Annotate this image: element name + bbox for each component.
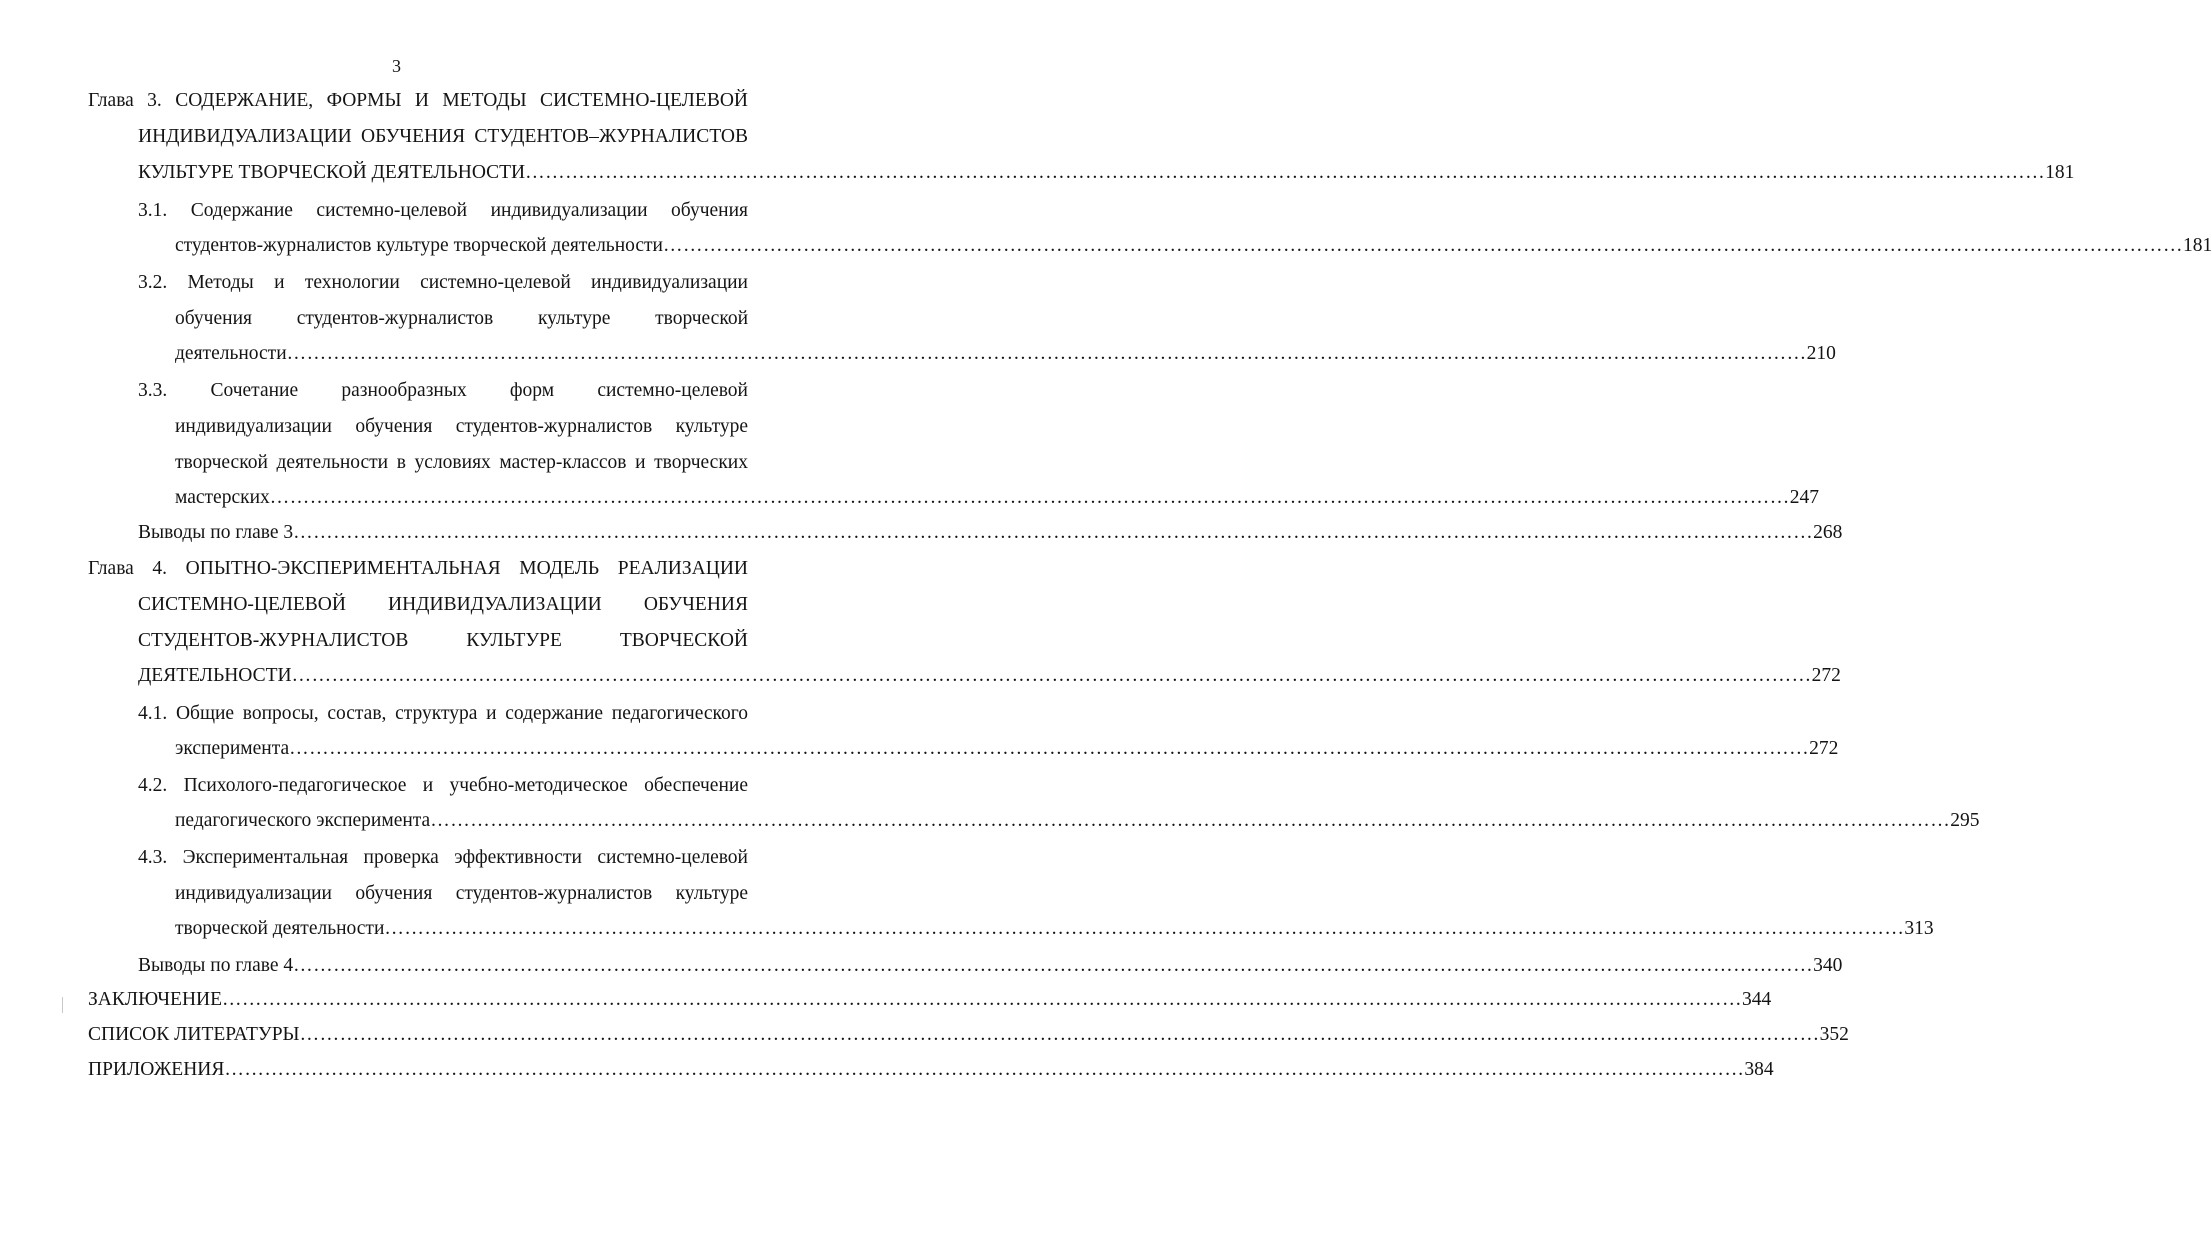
section-4-1-line-1: 4.1. Общие вопросы, состав, структура и содержание педагогического	[138, 703, 748, 724]
page-ref: 384	[1744, 1059, 1774, 1080]
dot-leader: …………………………………………………………………………………………………………………………………………………………………………………………………………	[293, 522, 1814, 543]
dot-leader: …………………………………………………………………………………………………………………………………………………………………………………………………………	[293, 955, 1814, 976]
chapter-4-title-line-1: Глава 4. ОПЫТНО-ЭКСПЕРИМЕНТАЛЬНАЯ МОДЕЛЬ РЕАЛИЗАЦИИ	[88, 558, 748, 579]
page-ref: 313	[1904, 918, 1934, 939]
page-ref: 268	[1813, 522, 1843, 543]
toc-appendices	[88, 1057, 1774, 1083]
section-4-3-line-1: 4.3. Экспериментальная проверка эффективности системно-целевой	[138, 847, 748, 868]
section-3-2-line-1: 3.2. Методы и технологии системно-целевой индивидуализации	[138, 272, 748, 293]
page-ref: 181	[2182, 235, 2212, 256]
dot-leader: …………………………………………………………………………………………………………………………………………………………………………………………………………	[289, 738, 1810, 759]
scan-mark	[62, 997, 63, 1013]
chapter-4-title-line-4	[138, 663, 1841, 689]
section-3-3-line-4	[175, 485, 1820, 511]
section-3-2-line-3	[175, 341, 1836, 367]
section-3-3-line-1: 3.3. Сочетание разнообразных форм системно-целевой	[138, 380, 748, 401]
dot-leader: …………………………………………………………………………………………………………………………………………………………………………………………………………	[430, 810, 1951, 831]
chapter-3-title-line-1: Глава 3. СОДЕРЖАНИЕ, ФОРМЫ И МЕТОДЫ СИСТЕМНО-ЦЕЛЕВОЙ	[88, 90, 748, 111]
section-4-2-line-1: 4.2. Психолого-педагогическое и учебно-методическое обеспечение	[138, 775, 748, 796]
section-3-3-line-3: творческой деятельности в условиях мастер-классов и творческих	[175, 452, 748, 473]
chapter-3-title-line-3	[138, 160, 2075, 186]
entry-text: педагогического эксперимента	[175, 810, 431, 831]
page-ref: 340	[1813, 955, 1843, 976]
page-ref: 210	[1806, 343, 1836, 364]
chapter-4-title-line-3: СТУДЕНТОВ-ЖУРНАЛИСТОВ КУЛЬТУРЕ ТВОРЧЕСКОЙ	[138, 630, 748, 651]
section-4-1-line-2	[175, 736, 1839, 762]
entry-text: Выводы по главе 3	[138, 522, 294, 543]
chapter-3-conclusions	[138, 520, 1843, 546]
entry-text: КУЛЬТУРЕ ТВОРЧЕСКОЙ ДЕЯТЕЛЬНОСТИ	[138, 162, 526, 183]
page-ref: 295	[1950, 810, 1980, 831]
page-ref: 272	[1811, 665, 1841, 686]
entry-text: ДЕЯТЕЛЬНОСТИ	[138, 665, 292, 686]
entry-text: ПРИЛОЖЕНИЯ	[88, 1059, 225, 1080]
dot-leader: …………………………………………………………………………………………………………………………………………………………………………………………………………	[299, 1024, 1820, 1045]
page-ref: 352	[1819, 1024, 1849, 1045]
section-3-1-line-1: 3.1. Содержание системно-целевой индивидуализации обучения	[138, 200, 748, 221]
entry-text: мастерских	[175, 487, 270, 508]
dot-leader: …………………………………………………………………………………………………………………………………………………………………………………………………………	[224, 1059, 1745, 1080]
section-4-2-line-2	[175, 808, 1980, 834]
toc-references	[88, 1022, 1849, 1048]
page-ref: 344	[1742, 989, 1772, 1010]
chapter-3-title-line-2: ИНДИВИДУАЛИЗАЦИИ ОБУЧЕНИЯ СТУДЕНТОВ–ЖУРНАЛИСТОВ	[138, 126, 748, 147]
dot-leader: …………………………………………………………………………………………………………………………………………………………………………………………………………	[384, 918, 1905, 939]
dot-leader: …………………………………………………………………………………………………………………………………………………………………………………………………………	[291, 665, 1812, 686]
toc-conclusion	[88, 987, 1772, 1013]
entry-text: СПИСОК ЛИТЕРАТУРЫ	[88, 1024, 300, 1045]
page-ref: 181	[2045, 162, 2075, 183]
entry-text: ЗАКЛЮЧЕНИЕ	[88, 989, 223, 1010]
entry-text: студентов-журналистов культуре творческой деятельности	[175, 235, 663, 256]
entry-text: Выводы по главе 4	[138, 955, 294, 976]
dot-leader: …………………………………………………………………………………………………………………………………………………………………………………………………………	[662, 235, 2183, 256]
dot-leader: …………………………………………………………………………………………………………………………………………………………………………………………………………	[286, 343, 1807, 364]
dot-leader: …………………………………………………………………………………………………………………………………………………………………………………………………………	[525, 162, 2046, 183]
chapter-4-title-line-2: СИСТЕМНО-ЦЕЛЕВОЙ ИНДИВИДУАЛИЗАЦИИ ОБУЧЕНИЯ	[138, 594, 748, 615]
chapter-4-conclusions	[138, 953, 1843, 979]
dot-leader: …………………………………………………………………………………………………………………………………………………………………………………………………………	[222, 989, 1743, 1010]
section-3-3-line-2: индивидуализации обучения студентов-журналистов культуре	[175, 416, 748, 437]
section-4-3-line-2: индивидуализации обучения студентов-журналистов культуре	[175, 883, 748, 904]
section-4-3-line-3	[175, 916, 1934, 942]
page-number: 3	[392, 56, 401, 76]
section-3-1-line-2	[175, 233, 2212, 259]
dot-leader: …………………………………………………………………………………………………………………………………………………………………………………………………………	[269, 487, 1790, 508]
page-ref: 247	[1789, 487, 1820, 508]
entry-text: творческой деятельности	[175, 918, 385, 939]
entry-text: деятельности	[175, 343, 287, 364]
page-ref: 272	[1809, 738, 1839, 759]
entry-text: эксперимента	[175, 738, 290, 759]
section-3-2-line-2: обучения студентов-журналистов культуре творческой	[175, 308, 748, 329]
